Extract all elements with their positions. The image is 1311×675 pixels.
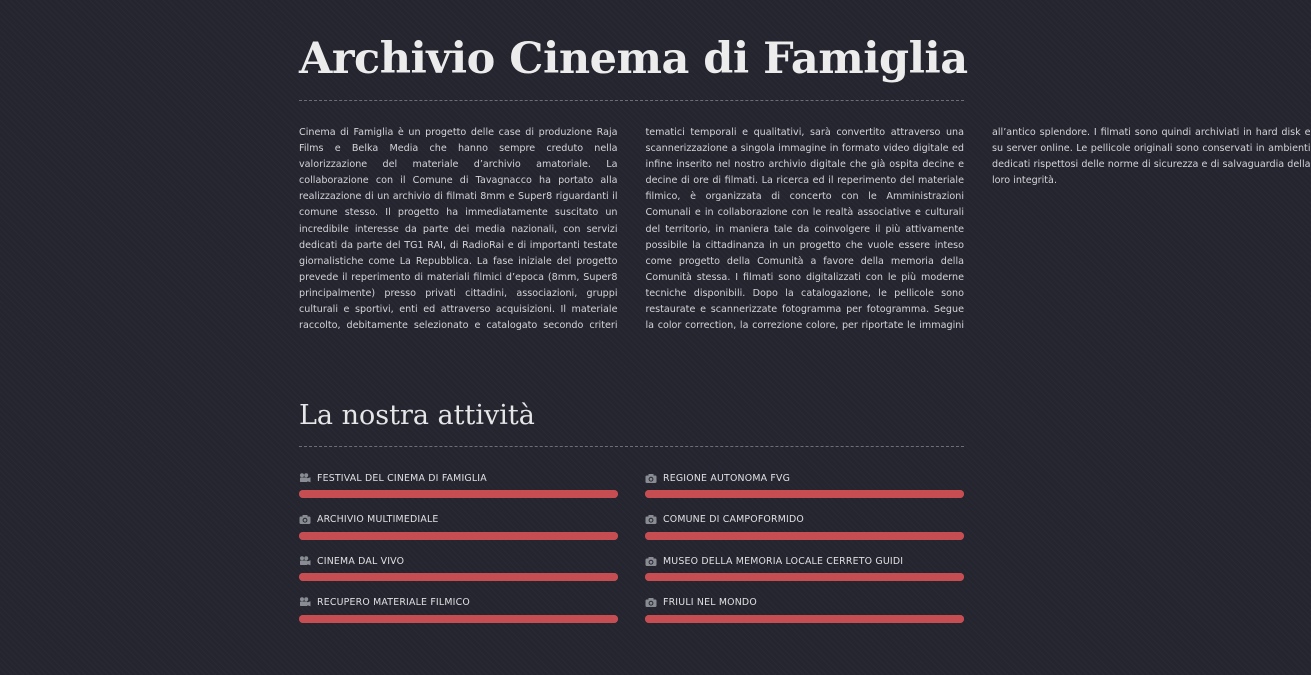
activity-item[interactable] [645,553,964,595]
section-title: La nostra attività [299,400,535,431]
activity-item[interactable] [645,470,964,512]
activity-progress-bar [645,573,964,581]
activity-label: REGIONE AUTONOMA FVG [663,472,791,484]
page-title: Archivio Cinema di Famiglia [299,34,968,84]
activity-label: ARCHIVIO MULTIMEDIALE [317,514,439,525]
activity-header [645,512,964,528]
activity-progress-bar [299,573,618,581]
film-camera-icon [299,556,311,567]
activity-header [299,595,618,611]
activity-column-right [645,470,964,636]
camera-icon [645,556,657,567]
activity-progress-bar [299,490,618,498]
activity-label: FESTIVAL DEL CINEMA DI FAMIGLIA [317,472,487,484]
activity-label: CINEMA DAL VIVO [317,555,405,567]
activity-label: MUSEO DELLA MEMORIA LOCALE CERRETO GUIDI [663,555,904,567]
activity-progress-bar [645,490,964,498]
section-divider [299,446,964,447]
activity-item[interactable] [299,512,618,554]
activity-progress-fill [645,532,964,540]
camera-icon [645,473,657,484]
film-camera-icon [299,597,311,608]
activity-progress-fill [645,490,964,498]
activity-progress-fill [645,615,964,623]
activity-column-left [299,470,618,636]
activity-progress-bar [299,532,618,540]
activity-header [645,470,964,486]
activity-label: FRIULI NEL MONDO [663,597,757,608]
activity-progress-fill [299,532,618,540]
activity-item[interactable] [299,553,618,595]
activity-label: RECUPERO MATERIALE FILMICO [317,597,470,608]
activity-progress-fill [299,615,618,623]
activity-header [299,470,618,486]
camera-icon [645,597,657,608]
intro-paragraph: Cinema di Famiglia è un progetto delle case di produzione Raja Films e Belka Media che hanno sempre creduto nella valorizzazione del materiale d’archivio amatoriale. La collaborazione con il Comune di Tavagnacco ha portato alla realizzazione di un archivio di filmati 8mm e Super8 riguardanti il comune stesso. Il progetto ha immediatamente suscitato un incredibile interesse da parte dei media nazionali, con servizi dedicati da parte del TG1 RAI, di RadioRai e di importanti testate giornalistiche come La Repubblica. La fase iniziale del progetto prevede il reperimento di materiali filmici d’epoca (8mm, Super8 principalmente) presso privati cittadini, associazioni, gruppi culturali e sportivi, enti ed attraverso acquisizioni. Il materiale raccolto, debitamente selezionato e catalogato secondo criteri tematici temporali e qualitativi, sarà convertito attraverso una scannerizzazione a singola immagine in formato video digitale ed infine inserito nel nostro archivio digitale che già ospita decine e decine di ore di filmati. La ricerca ed il reperimento del materiale filmico, è organizzata di concerto con le Amministrazioni Comunali e in collaborazione con le realtà associative e culturali del territorio, in maniera tale da coinvolgere il più attivamente possibile la cittadinanza in un progetto che vuole essere inteso come progetto della Comunità a favore della memoria della Comunità stessa. I filmati sono digitalizzati con le più moderne tecniche disponibili. Dopo la catalogazione, le pellicole sono restaurate e scannerizzate fotogramma per fotogramma. Segue la color correction, la correzione colore, per riportate le immagini all’antico splendore. I filmati sono quindi archiviati in hard disk e su server online. Le pellicole originali sono conservati in ambienti dedicati rispettosi delle norme di sicurezza e di salvaguardia della loro integrità. [299,127,1311,332]
activity-item[interactable] [645,512,964,554]
film-camera-icon [299,473,311,484]
title-divider [299,100,964,101]
camera-icon [299,514,311,525]
activity-progress-bar [645,615,964,623]
activity-header [299,553,618,569]
activity-header [645,595,964,611]
activity-label: COMUNE DI CAMPOFORMIDO [663,514,804,525]
intro-text-columns [299,125,1311,335]
activity-header [645,553,964,569]
activity-progress-bar [645,532,964,540]
activity-header [299,512,618,528]
activity-progress-fill [299,573,618,581]
activity-item[interactable] [645,595,964,637]
activity-progress-bar [299,615,618,623]
activity-progress-fill [299,490,618,498]
activity-item[interactable] [299,470,618,512]
camera-icon [645,514,657,525]
activity-progress-fill [645,573,964,581]
activity-item[interactable] [299,595,618,637]
